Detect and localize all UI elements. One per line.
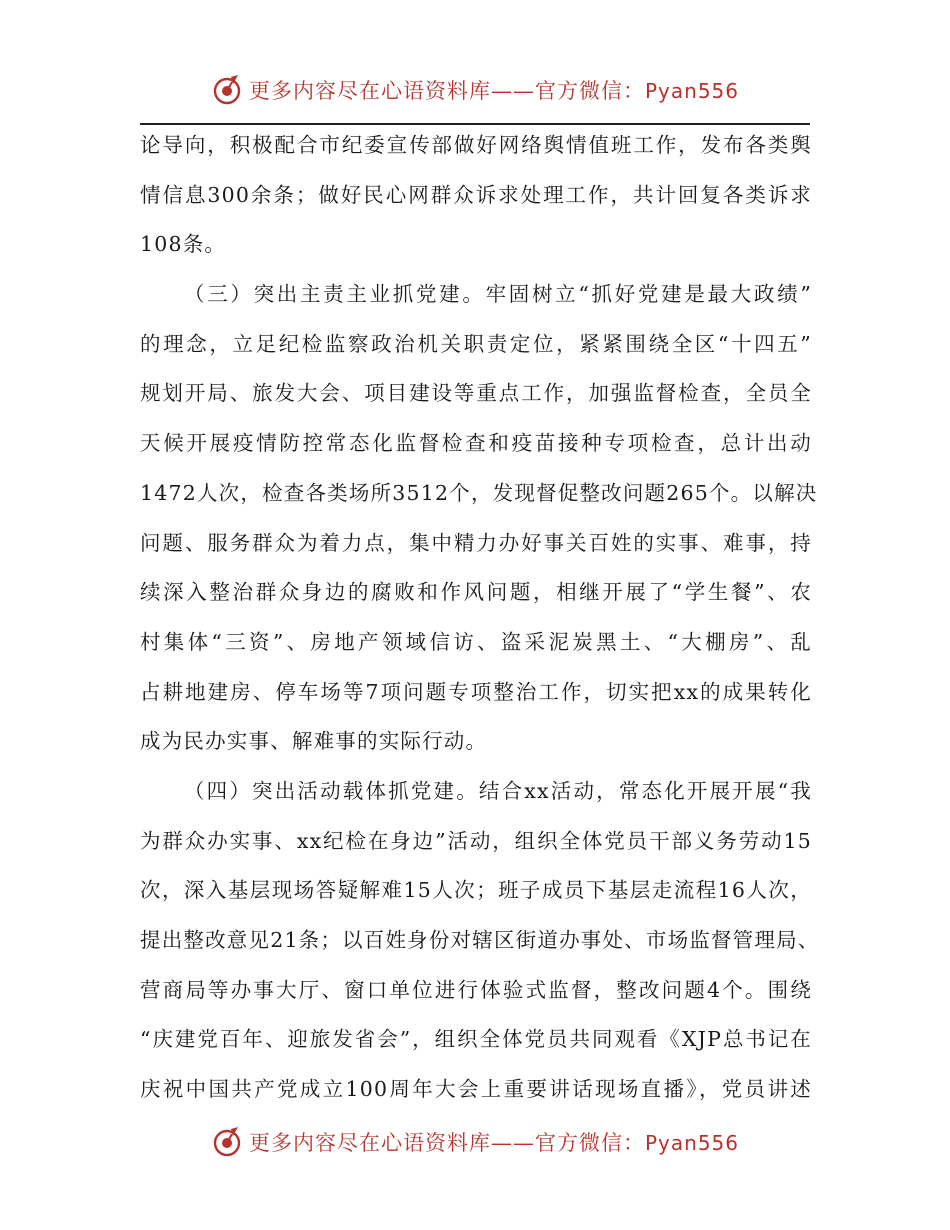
body-line: 问题、服务群众为着力点，集中精力办好事关百姓的实事、难事，持: [140, 530, 812, 555]
footer-banner-text: [249, 1127, 739, 1157]
body-line: 占耕地建房、停车场等7项问题专项整治工作，切实把xx的成果转化: [140, 679, 812, 704]
footer-banner-title: 更多内容尽在心语资料库: [248, 1131, 491, 1155]
header-banner-separator: ——: [490, 79, 535, 103]
header-banner-wechat-id: Pyan556: [644, 79, 739, 103]
body-line: 村集体“三资”、房地产领域信访、盗采泥炭黑土、“大棚房”、乱: [140, 629, 812, 654]
body-line: （三）突出主责主业抓党建。牢固树立“抓好党建是最大政绩”: [184, 282, 812, 307]
footer-banner-wechat-id: Pyan556: [644, 1131, 739, 1155]
quill-seal-icon: [211, 1126, 243, 1158]
body-line: 规划开局、旅发大会、项目建设等重点工作，加强监督检查，全员全: [140, 381, 812, 406]
body-line: 为群众办实事、xx纪检在身边”活动，组织全体党员干部义务劳动15: [140, 828, 812, 853]
body-line: 成为民办实事、解难事的实际行动。: [140, 729, 488, 754]
body-line: 营商局等办事大厅、窗口单位进行体验式监督，整改问题4个。围绕: [140, 977, 812, 1002]
header-banner-title: 更多内容尽在心语资料库: [248, 79, 491, 103]
document-body: [140, 121, 820, 1115]
header-watermark-banner: [0, 70, 950, 110]
body-line: “庆建党百年、迎旅发省会”，组织全体党员共同观看《XJP总书记在: [140, 1027, 812, 1052]
body-line: 续深入整治群众身边的腐败和作风问题，相继开展了“学生餐”、农: [140, 580, 812, 605]
footer-watermark-banner: [0, 1122, 950, 1162]
header-banner-wechat-label: 官方微信：: [534, 79, 645, 103]
header-banner-text: [249, 75, 739, 105]
quill-seal-icon: [211, 74, 243, 106]
body-line: 108条。: [140, 232, 227, 257]
body-line: （四）突出活动载体抓党建。结合xx活动，常态化开展开展“我: [184, 778, 812, 803]
body-line: 的理念，立足纪检监察政治机关职责定位，紧紧围绕全区“十四五”: [140, 331, 812, 356]
footer-banner-wechat-label: 官方微信：: [534, 1131, 645, 1155]
body-line: 情信息300余条；做好民心网群众诉求处理工作，共计回复各类诉求: [140, 182, 812, 207]
body-line: 1472人次，检查各类场所3512个，发现督促整改问题265个。以解决: [140, 480, 818, 505]
body-line: 庆祝中国共产党成立100周年大会上重要讲话现场直播》，党员讲述: [140, 1077, 812, 1102]
body-line: 天候开展疫情防控常态化监督检查和疫苗接种专项检查，总计出动: [140, 431, 812, 456]
body-line: 次，深入基层现场答疑解难15人次；班子成员下基层走流程16人次，: [140, 878, 812, 903]
footer-banner-separator: ——: [490, 1131, 535, 1155]
body-line: 提出整改意见21条；以百姓身份对辖区街道办事处、市场监督管理局、: [140, 928, 820, 952]
body-line: 论导向，积极配合市纪委宣传部做好网络舆情值班工作，发布各类舆: [140, 133, 812, 157]
